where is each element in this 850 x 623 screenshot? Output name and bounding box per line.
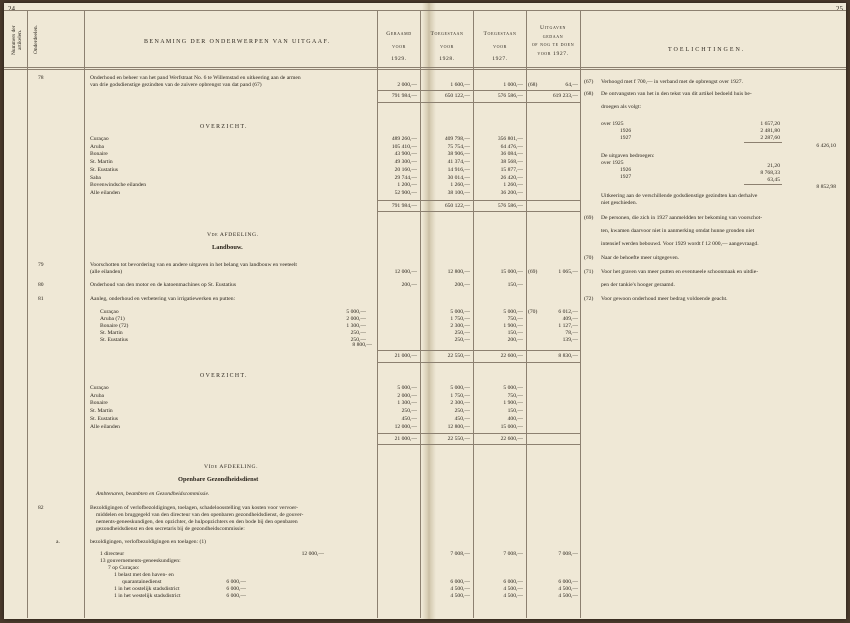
rule	[27, 10, 28, 618]
value-1927: 5 000,—	[503, 385, 523, 391]
value-1927: 150,—	[507, 330, 523, 336]
rule	[378, 102, 580, 103]
header-toegestaan-1927	[475, 31, 525, 63]
value-1927: 5 000,—	[503, 309, 523, 315]
rule	[378, 90, 580, 91]
header-t1927-l3: 1927.	[492, 56, 508, 63]
value-geraamd: 12 000,—	[394, 269, 417, 275]
total-geraamd: 21 000,—	[394, 353, 417, 359]
ontv-label: 1927	[620, 135, 632, 141]
art81-value: 1 300,—	[346, 323, 366, 329]
art82-l3: 7 op Curaçao:	[108, 565, 140, 571]
toel-text: ten, kwamen daarvoor niet in aanmerking omdat hunne gronden niet	[601, 228, 755, 234]
header-t1928-l3: 1928.	[439, 56, 455, 63]
total-uitgaven: 8 830,—	[558, 353, 578, 359]
rule	[4, 69, 846, 70]
value-uitgaven: 6 000,—	[558, 579, 578, 585]
ontv-total: 6 426,10	[816, 143, 836, 149]
ontv-note: Uitkeering aan de verschillende godsdienstige gezindten kan derhalve	[601, 193, 758, 199]
sub-a-label: a.	[56, 539, 60, 545]
ontv-label: over 1925	[601, 121, 624, 127]
header-onderdeelen: Onderdeelen.	[33, 25, 39, 55]
value-1928: 75 754,—	[447, 143, 470, 150]
value-1928: 38 906,—	[447, 151, 470, 158]
value-1928: 250,—	[454, 337, 470, 343]
value-1927: 38 568,—	[500, 159, 523, 166]
sub-a-text: bezoldigingen, verlofbezoldigingen en toelagen: (1)	[90, 539, 207, 545]
overzicht-label: St. Eustatius	[90, 166, 118, 173]
uitg-value: 8 768,33	[760, 170, 780, 176]
ontv-value: 1 657,20	[760, 121, 780, 127]
header-t1928-l2: voor	[440, 43, 454, 50]
art82-l5: quarantainedienst	[122, 579, 162, 585]
art81-value: 250,—	[350, 330, 366, 336]
value-1927: 1 260,—	[503, 182, 523, 189]
art82-l7v: 6 000,—	[226, 593, 246, 599]
toel-ref: (70)	[584, 255, 594, 261]
header-t1928-l1: Toegestaan	[430, 31, 464, 37]
overzicht-label: Aruba	[90, 143, 104, 150]
value-1928: 1 260,—	[450, 182, 470, 189]
art-text: Onderhoud van den motor en de katoenmachines op St. Eustatius	[90, 282, 237, 288]
art-text: Aanleg, onderhoud en verbetering van irrigatiewerken en putten:	[90, 296, 236, 302]
value-1927: 15 000,—	[500, 423, 523, 430]
overzicht-title: OVERZICHT.	[200, 124, 248, 130]
value-geraamd: 2 000,—	[397, 82, 417, 88]
art-text-2: (alle eilanden)	[90, 269, 123, 275]
art82-line-1: Bezoldigingen of verlofbezoldigingen, toelagen, schadeloosstelling van kosten voor vervoer-	[90, 505, 299, 511]
rule	[580, 10, 581, 618]
art81-label: St. Martin	[100, 330, 123, 336]
value-1928: 14 916,—	[447, 166, 470, 173]
overzicht-label: Bonaire	[90, 151, 108, 158]
total-1928: 22 550,—	[447, 436, 470, 442]
value-1928: 2 300,—	[450, 323, 470, 329]
art82-l2: 13 gouvernements-geneeskundigen:	[100, 558, 181, 564]
toel-text: Voor gewoon onderhoud meer bedrag voldoende geacht.	[601, 296, 728, 302]
value-1927: 1 000,—	[503, 82, 523, 88]
value-geraamd: 1 300,—	[397, 400, 417, 407]
header-uitgaven	[527, 25, 579, 57]
overzicht-label: Saba	[90, 174, 101, 181]
value-1928: 250,—	[454, 408, 470, 415]
overzicht-label: St. Martin	[90, 159, 113, 166]
art82-l1v: 12 000,—	[301, 551, 324, 557]
art-number: 81	[38, 296, 44, 302]
value-1928: 12 800,—	[447, 269, 470, 275]
value-uitgaven: 139,—	[562, 337, 578, 343]
art82-l6v: 6 000,—	[226, 586, 246, 592]
overzicht-label: Bonaire	[90, 400, 108, 407]
value-geraamd: 450,—	[401, 415, 417, 422]
art-number: 82	[38, 505, 44, 511]
art-text: Voorschotten tot bevordering van en andere uitgaven in het belang van landbouw en veeteelt	[90, 262, 297, 268]
value-1927: 6 000,—	[503, 579, 523, 585]
total-1927: 576 586,—	[497, 93, 523, 99]
header-t1927-l2: voor	[493, 43, 507, 50]
uitg-year: 1926	[620, 167, 632, 173]
header-nummers: Nummers der artikelen.	[11, 25, 23, 55]
value-geraamd: 250,—	[401, 408, 417, 415]
ontv-note: niet geschieden.	[601, 200, 638, 206]
value-1928: 30 014,—	[447, 174, 470, 181]
art-number: 78	[38, 75, 44, 81]
art81-label: Aruba (71)	[100, 316, 125, 322]
value-1927: 1 900,—	[503, 323, 523, 329]
art82-l1: 1 directeur	[100, 551, 125, 557]
toel-ref: (68)	[584, 91, 594, 97]
art81-value: 5 000,—	[346, 309, 366, 315]
toel-ref: (67)	[584, 79, 594, 85]
value-1928: 200,—	[454, 282, 470, 288]
value-uitgaven: 4 500,—	[558, 586, 578, 592]
afdeeling-title: Vde AFDEELING.	[207, 232, 259, 238]
value-1928: 450,—	[454, 415, 470, 422]
value-geraamd: 49 300,—	[394, 159, 417, 166]
value-uitgaven: 4 500,—	[558, 593, 578, 599]
value-uitgaven: 1 065,—	[558, 269, 578, 275]
toel-text: droegen als volgt:	[601, 104, 642, 110]
ref: (70)	[528, 309, 538, 315]
total-1928: 650 122,—	[444, 93, 470, 99]
rule	[378, 444, 580, 445]
rule	[744, 184, 782, 185]
value-1928: 250,—	[454, 330, 470, 336]
value-1927: 15 000,—	[500, 269, 523, 275]
ref: (69)	[528, 269, 538, 275]
art81-label: Curaçao	[100, 309, 119, 315]
header-uitgaven-l1: Uitgaven	[539, 25, 567, 31]
overzicht-label: St. Martin	[90, 408, 113, 415]
toel-text: De ontvangsten van het in den tekst van dit artikel bedoeld huis be-	[601, 91, 752, 97]
value-geraamd: 5 000,—	[397, 385, 417, 391]
total-geraamd: 21 000,—	[394, 436, 417, 442]
value-uitgaven: 409,—	[562, 316, 578, 322]
value-1927: 36 200,—	[500, 189, 523, 196]
value-geraamd: 2 000,—	[397, 392, 417, 399]
overzicht-title: OVERZICHT.	[200, 373, 248, 379]
toel-text: Verhoogd met f 700,— in verband met de opbrengst over 1927.	[601, 79, 743, 85]
art81-value: 2 000,—	[346, 316, 366, 322]
header-geraamd-l1: Geraamd	[386, 31, 412, 37]
value-geraamd: 29 744,—	[394, 174, 417, 181]
value-1928: 5 000,—	[450, 385, 470, 391]
toel-text: pen der tankie's hooger geraamd.	[601, 282, 675, 288]
art82-l7: 1 in het westelijk stadsdistrict	[114, 593, 181, 599]
value-uitgaven: 1 127,—	[558, 323, 578, 329]
toel-ref: (71)	[584, 269, 594, 275]
value-1928: 409 798,—	[444, 136, 470, 142]
right-page-number: 25	[836, 5, 843, 13]
value-geraamd: 1 200,—	[397, 182, 417, 189]
toel-ref: (72)	[584, 296, 594, 302]
header-geraamd	[379, 31, 419, 63]
toel-text: De personen, die zich in 1927 aanmeldden ter bekoming van voorschot-	[601, 215, 763, 221]
header-uitgaven-l3: of nog te doen	[531, 42, 575, 49]
total-1927: 22 600,—	[500, 353, 523, 359]
rule	[378, 211, 580, 212]
uitg-year: over 1925	[601, 160, 624, 166]
overzicht-label: Bovenwindsche eilanden	[90, 182, 147, 189]
value-uitgaven: 64,—	[565, 82, 578, 88]
art-number: 79	[38, 262, 44, 268]
rule	[744, 142, 782, 143]
art-number: 80	[38, 282, 44, 288]
total-1927: 576 586,—	[497, 203, 523, 209]
value-1928: 2 300,—	[450, 400, 470, 407]
art81-sum: 8 800,—	[352, 342, 372, 348]
uitg-year: 1927	[620, 174, 632, 180]
value-1928: 4 500,—	[450, 586, 470, 592]
value-uitgaven: 6 012,—	[558, 309, 578, 315]
value-1928: 1 750,—	[450, 316, 470, 322]
left-page-number: 24	[8, 5, 15, 13]
art-text-2: van drie godsdienstige gezindten van de zuivere opbrengst van dat pand (67)	[90, 82, 262, 88]
ontv-value: 2 287,60	[760, 135, 780, 141]
value-1928: 38 100,—	[447, 189, 470, 196]
overzicht-label: St. Eustatius	[90, 415, 118, 422]
rule	[84, 10, 85, 618]
art82-l5v: 6 000,—	[226, 579, 246, 585]
header-uitgaven-l2: gedaan	[542, 33, 564, 40]
overzicht-label: Curaçao	[90, 385, 109, 391]
value-1927: 750,—	[507, 316, 523, 322]
value-geraamd: 105 410,—	[391, 143, 417, 150]
value-1927: 4 500,—	[503, 586, 523, 592]
book-spread	[4, 3, 846, 619]
value-1927: 26 420,—	[500, 174, 523, 181]
overzicht-label: Aruba	[90, 392, 104, 399]
value-1928: 12 800,—	[447, 423, 470, 430]
art82-line-4: gezondheidsdienst en den secretaris bij de gezondheidscommissie:	[96, 526, 245, 532]
rule	[378, 362, 580, 363]
afdeeling-subtitle: Openbare Gezondheidsdienst	[178, 476, 259, 483]
art82-line-3: nements-geneeskundigen, den opzichter, de hulpopzichters en den bode bij den openbaren	[96, 519, 298, 525]
art81-label: St. Eustatius	[100, 337, 128, 343]
value-1927: 400,—	[507, 415, 523, 422]
total-uitgaven: 619 233,—	[552, 93, 578, 99]
toel-text: Naar de behoefte meer uitgegeven.	[601, 255, 680, 261]
value-1927: 1 900,—	[503, 400, 523, 407]
total-geraamd: 791 984,—	[391, 93, 417, 99]
art81-value: 250,—	[350, 337, 366, 343]
value-uitgaven: 78,—	[565, 330, 578, 336]
rule	[4, 10, 846, 11]
art82-line-2: middelen en bruggegeld van den directeur van den openbaren gezondheidsdienst, de gouver-	[96, 512, 304, 518]
value-1927: 7 008,—	[503, 551, 523, 557]
afdeeling-title: VIde AFDEELING.	[204, 464, 259, 470]
art81-label: Bonaire (72)	[100, 323, 129, 329]
toel-text: Voor het graven van meer putten en eventueele schoonmaak en uitdie-	[601, 269, 759, 275]
rule	[4, 67, 846, 68]
rule	[378, 200, 580, 201]
rule	[378, 433, 580, 434]
value-uitgaven: 7 008,—	[558, 551, 578, 557]
value-geraamd: 489 260,—	[391, 136, 417, 142]
value-1928: 5 000,—	[450, 309, 470, 315]
total-geraamd: 791 984,—	[391, 203, 417, 209]
value-geraamd: 20 160,—	[394, 166, 417, 173]
value-1928: 4 500,—	[450, 593, 470, 599]
toel-ref: (69)	[584, 215, 594, 221]
uitg-value: 21,20	[767, 163, 780, 169]
value-geraamd: 200,—	[401, 282, 417, 288]
total-1928: 650 122,—	[444, 203, 470, 209]
overzicht-label: Alle eilanden	[90, 189, 120, 196]
art82-l6: 1 in het oostelijk stadsdistrict	[114, 586, 180, 592]
total-1928: 22 550,—	[447, 353, 470, 359]
value-geraamd: 43 900,—	[394, 151, 417, 158]
value-1927: 150,—	[507, 408, 523, 415]
header-toelichtingen: TOELICHTINGEN.	[668, 47, 746, 53]
overzicht-label: Alle eilanden	[90, 423, 120, 430]
ref: (68)	[528, 82, 538, 88]
overzicht-label: Curaçao	[90, 136, 109, 142]
uitg-label: De uitgaven bedroegen:	[601, 153, 655, 159]
header-geraamd-l2: voor	[392, 43, 406, 50]
art-text: Onderhoud en beheer van het pand Werfstraat No. 6 te Willemstad en uitkeering aan de armen	[90, 75, 301, 81]
toel-text: intensief werden bebouwd. Voor 1929 wordt f 12 000,— aangevraagd.	[601, 241, 759, 247]
value-1927: 200,—	[507, 337, 523, 343]
art82-l4: 1 belast met den haven- en	[114, 572, 174, 578]
uitg-total: 8 852,98	[816, 184, 836, 190]
value-geraamd: 52 900,—	[394, 189, 417, 196]
value-1928: 1 600,—	[450, 82, 470, 88]
ontv-label: 1926	[620, 128, 632, 134]
value-1928: 41 374,—	[447, 159, 470, 166]
value-1927: 36 084,—	[500, 151, 523, 158]
value-geraamd: 12 000,—	[394, 423, 417, 430]
value-1927: 356 801,—	[497, 136, 523, 142]
value-1927: 4 500,—	[503, 593, 523, 599]
rule	[378, 350, 580, 351]
header-uitgaven-l4: voor 1927.	[537, 50, 569, 57]
value-1928: 6 000,—	[450, 579, 470, 585]
afdeeling-subtitle: Landbouw.	[212, 244, 243, 251]
header-benaming: BENAMING DER ONDERWERPEN VAN UITGAAF.	[144, 39, 331, 45]
uitg-value: 63,45	[767, 177, 780, 183]
total-1927: 22 600,—	[500, 436, 523, 442]
header-t1927-l1: Toegestaan	[483, 31, 517, 37]
header-geraamd-l3: 1929.	[391, 56, 407, 63]
afdeeling-sub2: Ambtenaren, beambten en Gezondheidscommissie.	[96, 491, 210, 497]
ontv-value: 2 481,80	[760, 128, 780, 134]
value-1928: 7 008,—	[450, 551, 470, 557]
value-1927: 150,—	[507, 282, 523, 288]
value-1927: 15 877,—	[500, 166, 523, 173]
header-toegestaan-1928	[422, 31, 472, 63]
value-1928: 1 750,—	[450, 392, 470, 399]
value-1927: 64 476,—	[500, 143, 523, 150]
value-1927: 750,—	[507, 392, 523, 399]
